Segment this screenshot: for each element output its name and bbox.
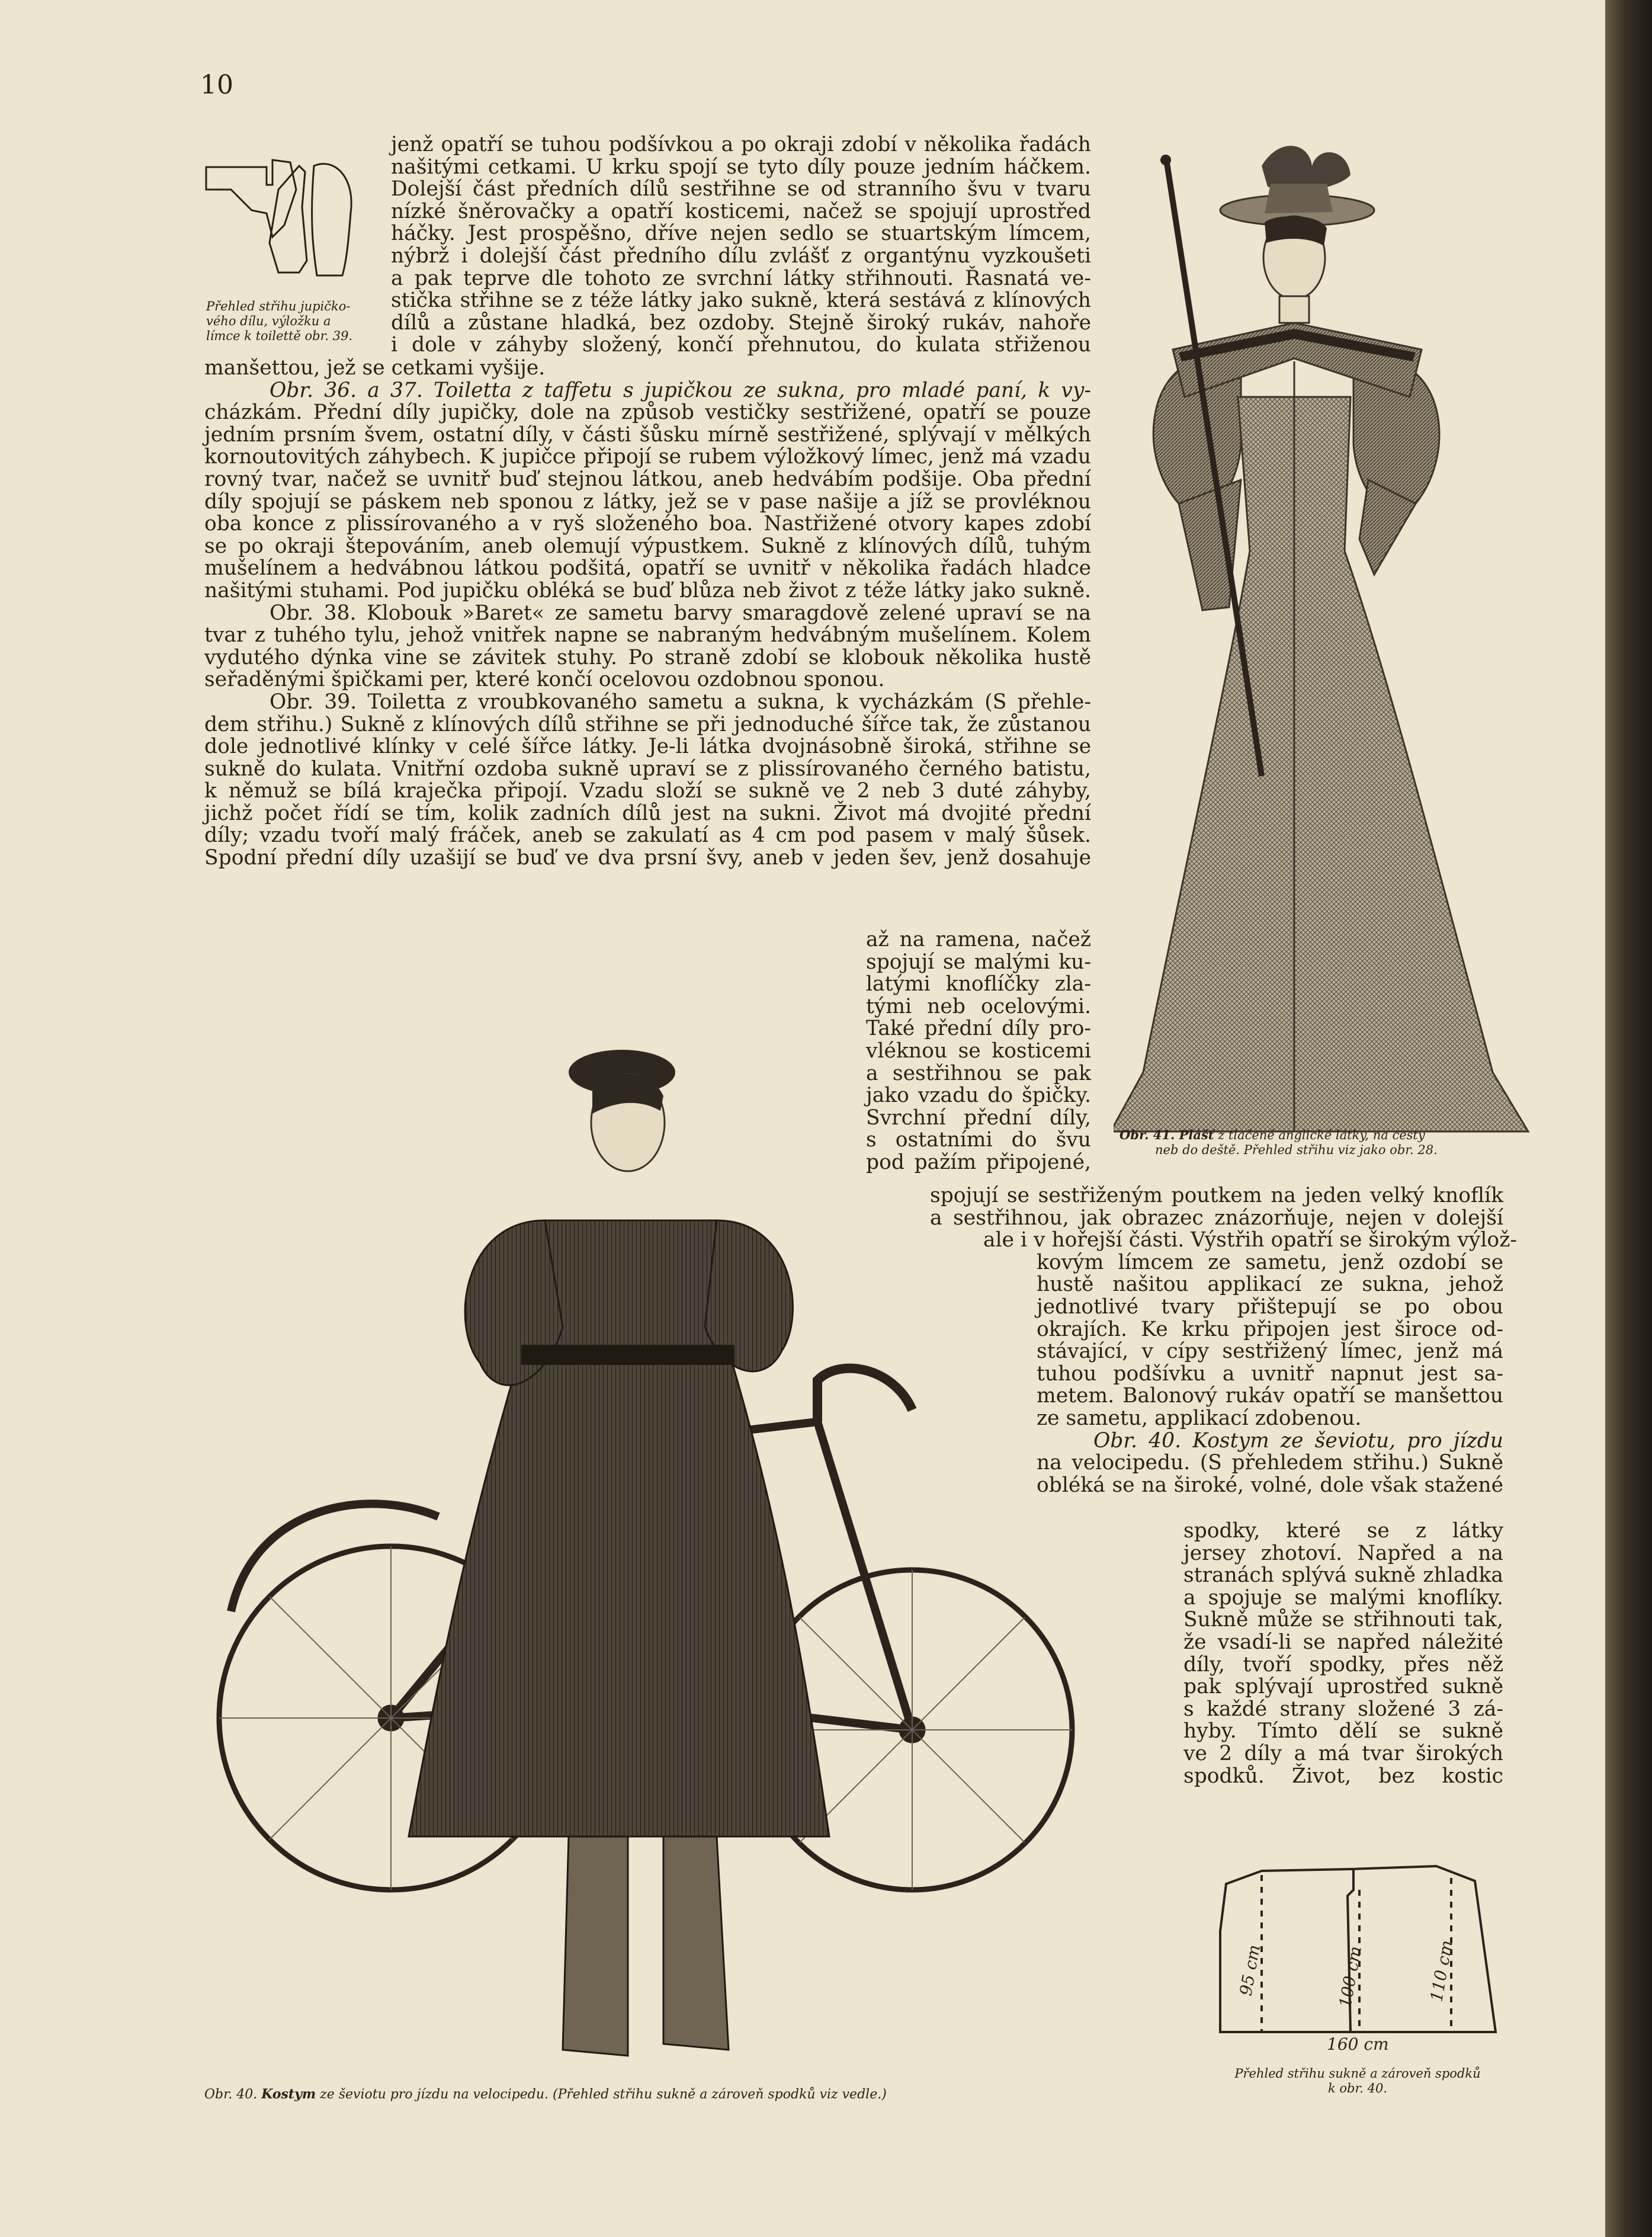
skirt-pattern-diagram xyxy=(1202,1854,1510,2056)
bicycle-illustration xyxy=(213,995,1114,2079)
sleeve-piece xyxy=(312,164,352,275)
pattern-label-middle: 100 cm xyxy=(1335,1944,1366,2010)
right-boot xyxy=(663,1837,729,2050)
fig-41-caption: Obr. 41. Plášť z tlačené anglické látky, na cesty neb do deště. Přehled střihu viz jako obr. 28. xyxy=(1119,1127,1438,1157)
left-boot xyxy=(563,1837,628,2056)
coat-body xyxy=(1114,397,1528,1132)
page-number: 10 xyxy=(200,70,233,100)
hat-crown xyxy=(1265,184,1333,213)
yoke-piece xyxy=(206,160,296,237)
belt xyxy=(521,1345,734,1365)
pattern-39-caption: Přehled střihu jupičko- vého dílu, výložku a límce k toilettě obr. 39. xyxy=(206,299,353,343)
text-bottom-block: spodky, které se z látky jersey zhotoví. Napřed a na stranách splývá sukně zhladka a spojuje se malými knoflíky. Sukně může se střihnouti tak, že vsadí-li se napřed náležité díly, tvoří spodky, přes něž pak splývají uprostřed sukně s každé strany složené 3 zá- hyby. Tímto dělí se sukně ve 2 díly a má tvar širokých spodků. Život, bez kostic xyxy=(1183,1519,1503,1788)
text-main-block: manšettou, jež se cetkami vyšije. Obr. 36. a 37. Toiletta z taffetu s jupičkou ze sukna, pro mladé paní, k vy- cházkám. Přední díly jupičky, dole na způsob vestičky sestřižené, opatří se pouze jedním prsním švem, ostatní díly, v části šůsku mírně sestřižené, splývají v mělkých kornoutovitých záhybech. K jupičce připojí se rubem výložkový límec, jenž má vzadu rovný tvar, načež se uvnitř buď stejnou látkou, aneb hedvábím podšije. Oba přední díly spojují se páskem neb sponou z látky, jež se v pase našije a jíž se provléknou oba konce z plissírovaného a v ryš složeného boa. Nastřižené otvory kapes zdobí se po okraji štepováním, aneb olemují výpustkem. Sukně z klínových dílů, tuhým mušelínem a hedvábnou látkou podšitá, opatří se uvnitř v několika řadách hladce našitými stuhami. Pod jupičku obléká se buď blůza neb život z téže látky jako sukně. Obr. 38. Klobouk »Baret« ze sametu barvy smaragdově zelené upraví se na tvar z tuhého tylu, jehož vnitřek napne se nabraným hedvábným mušelínem. Kolem vydutého dýnka vine se závitek stuhy. Po straně zdobí se klobouk několika hustě seřaděnými špičkami per, které končí ocelovou ozdobnou sponou. Obr. 39. Toiletta z vroubkovaného sametu a sukna, k vycházkám (S přehle- dem střihu.) Sukně z klínových dílů střihne se při jednoduché šířce tak, že zůstanou dole jednotlivé klínky v celé šířce látky. Je-li látka dvojnásobně široká, střihne se sukně do kulata. Vnitřní ozdoba sukně upraví se z plissírovaného černého batistu, k němuž se bílá kraječka připojí. Vzadu složí se sukně ve 2 neb 3 duté záhyby, jichž počet řídí se tím, kolik zadních dílů jest na sukni. Život má dvojité přední díly; vzadu tvoří malý fráček, aneb se zakulatí as 4 cm pod pasem v malý šůsek. Spodní přední díly uzašijí se buď ve dva prsní švy, aneb v jeden šev, jenž dosahuje xyxy=(204,356,1091,870)
text-mid-block: spojují se sestřiženým poutkem na jeden velký knoflík a sestřihnou, jak obrazec znázorňuje, nejen v dolejší ale i v hořejší části. Výstřih opatří se širokým výlož- kovým límcem ze sametu, jenž ozdobí se hustě našitou applikací ze sukna, jehož jednotlivé tvary přištepují se po obou okrajích. Ke krku připojen jest široce od- stávající, v cípy sestřižený límec, jenž má tuhou podšívku a uvnitř napnut jest sa- metem. Balonový rukáv opatří se manšettou ze sametu, applikací zdobenou. Obr. 40. Kostym ze ševiotu, pro jízdu na velocipedu. (S přehledem střihu.) Sukně obléká se na široké, volné, dole však stažené xyxy=(930,1184,1518,1497)
pattern-40-caption: Přehled střihu sukně a zároveň spodků k obr. 40. xyxy=(1234,2066,1481,2095)
jacket-pattern-sketch xyxy=(195,154,367,290)
neck xyxy=(1279,296,1309,323)
fig-40-caption: Obr. 40. Kostym ze ševiotu pro jízdu na velocipedu. (Přehled střihu sukně a zároveň spodků viz vedle.) xyxy=(204,2087,887,2102)
text-top-block: jenž opatří se tuhou podšívkou a po okraji zdobí v několika řadách našitými cetkami. U krku spojí se tyto díly pouze jedním háčkem. Dolejší část předních dílů sestřihne se od stranního švu v tvaru nízké šněrovačky a opatří kosticemi, načež se spojují uprostřed háčky. Jest prospěšno, dříve nejen sedlo se stuartským límcem, nýbrž i dolejší část předního dílu zvlášť z organtýnu vyzkoušeti a pak teprve dle tohoto ze svrchní látky střihnouti. Řasnatá ve- stička střihne se z téže látky jako sukně, která sestává z klínových dílů a zůstane hladká, bez ozdoby. Stejně široký rukáv, nahoře i dole v záhyby složený, končí přehnutou, do kulata střiženou xyxy=(391,133,1091,357)
pattern-label-left: 95 cm xyxy=(1236,1943,1264,1998)
front-piece xyxy=(270,166,307,273)
coat-illustration xyxy=(1114,124,1540,1143)
book-binding-edge xyxy=(1605,0,1652,2237)
pattern-label-right: 110 cm xyxy=(1426,1938,1457,2004)
pattern-label-bottom: 160 cm xyxy=(1327,2034,1389,2054)
text-narrow-block: až na ramena, načež spojují se malými ku- latými knoflíčky zla- tými neb ocelovými. Také přední díly pro- vléknou se kosticemi a sestřihnou se pak jako vzadu do špičky. Svrchní přední díly, s ostatními do švu pod pažím připojené, xyxy=(866,928,1091,1174)
